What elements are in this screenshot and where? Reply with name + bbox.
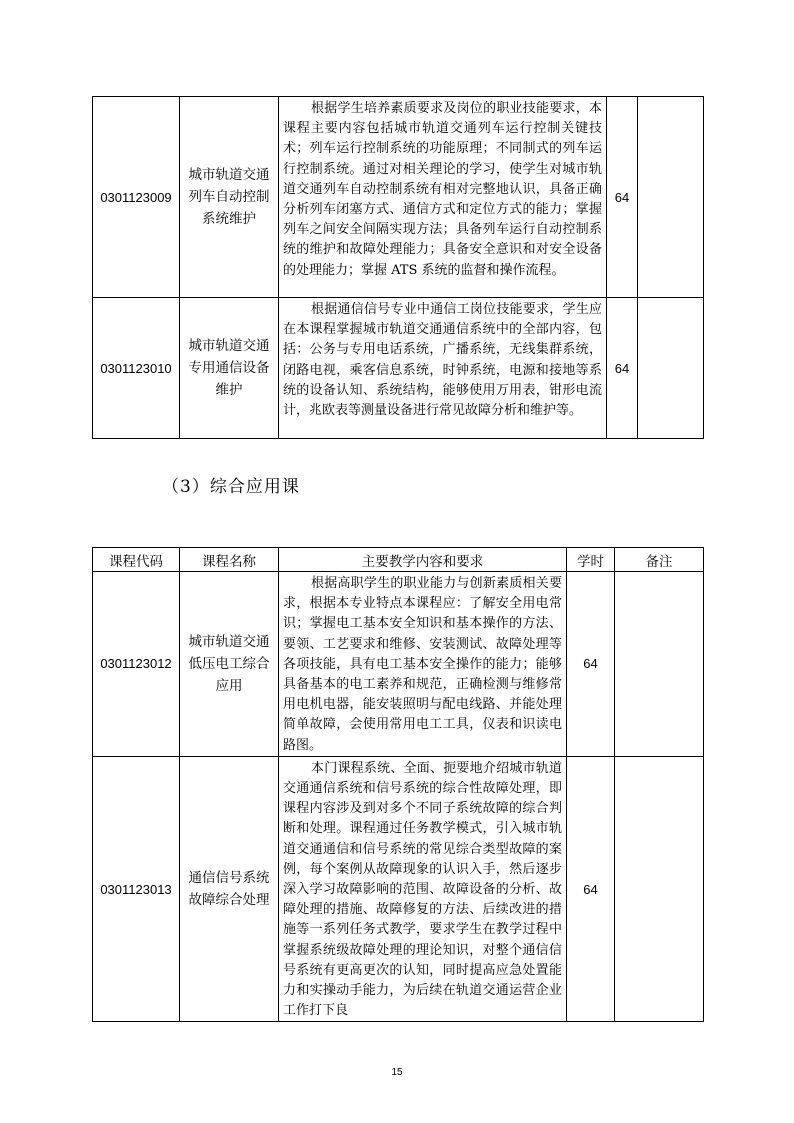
course-content: 本门课程系统、全面、扼要地介绍城市轨道交通通信系统和信号系统的综合性故障处理，即课程内容涉及到对多个不同子系统故障的综合判断和处理。课程通过任务教学模式，引入城市轨道交通通信和信号系统的常见综合类型故障的案例，每个案例从故障现象的认识入手，然后逐步深入学习故障影响的范围、故障设备的分析、故障处理的措施、故障修复的方法、后续改进的措施等一系列任务式教学，要求学生在教学过程中掌握系统级故障处理的理论知识，对整个通信信号系统有更高更次的认知，同时提高应急处置能力和实操动手能力，为后续在轨道交通运营企业工作打下良 (279, 756, 567, 1022)
course-name: 城市轨道交通专用通信设备维护 (180, 298, 279, 439)
header-content: 主要教学内容和要求 (279, 548, 567, 572)
table-row (93, 572, 704, 757)
course-table-comprehensive (92, 547, 704, 1022)
header-note: 备注 (615, 548, 704, 572)
page-number: 15 (391, 1067, 403, 1078)
course-table-continued (92, 96, 704, 439)
course-hours: 64 (567, 572, 615, 757)
course-hours: 64 (607, 97, 638, 298)
table-row (93, 97, 704, 298)
table-row (93, 298, 704, 439)
section-heading: （3）综合应用课 (162, 477, 300, 497)
header-code: 课程代码 (93, 548, 180, 572)
course-content: 根据学生培养素质要求及岗位的职业技能要求，本课程主要内容包括城市轨道交通列车运行控制关键技术；列车运行控制系统的功能原理；不同制式的列车运行控制系统。通过对相关理论的学习，使学生对城市轨道交通列车自动控制系统有相对完整地认识，具备正确分析列车闭塞方式、通信方式和定位方式的能力；掌握列车之间安全间隔实现方法；具备列车运行自动控制系统的维护和故障处理能力；具备安全意识和对安全设备的处理能力；掌握 ATS 系统的监督和操作流程。 (279, 97, 607, 298)
course-name: 城市轨道交通列车自动控制系统维护 (180, 97, 279, 298)
course-code: 0301123009 (93, 97, 180, 298)
course-code: 0301123013 (93, 756, 180, 1022)
course-content: 根据高职学生的职业能力与创新素质相关要求，根据本专业特点本课程应：了解安全用电常识；掌握电工基本安全知识和基本操作的方法、要领、工艺要求和维修、安装测试、故障处理等各项技能，具有电工基本安全操作的能力；能够具备基本的电工素养和规范，正确检测与维修常用电机电器，能安装照明与配电线路、并能处理简单故障，会使用常用电工工具，仪表和识读电路图。 (279, 572, 567, 757)
table-header-row (93, 548, 704, 572)
header-name: 课程名称 (180, 548, 279, 572)
course-code: 0301123012 (93, 572, 180, 757)
course-note (638, 97, 704, 298)
course-hours: 64 (567, 756, 615, 1022)
course-note (638, 298, 704, 439)
header-hours: 学时 (567, 548, 615, 572)
table-row (93, 756, 704, 1022)
course-note (615, 572, 704, 757)
course-hours: 64 (607, 298, 638, 439)
course-content: 根据通信信号专业中通信工岗位技能要求，学生应在本课程掌握城市轨道交通通信系统中的全部内容，包括：公务与专用电话系统，广播系统，无线集群系统，闭路电视，乘客信息系统，时钟系统，电源和接地等系统的设备认知、系统结构，能够使用万用表，钳形电流计，兆欧表等测量设备进行常见故障分析和维护等。 (279, 298, 607, 439)
course-code: 0301123010 (93, 298, 180, 439)
course-name: 通信信号系统故障综合处理 (180, 756, 279, 1022)
course-note (615, 756, 704, 1022)
course-name: 城市轨道交通低压电工综合应用 (180, 572, 279, 757)
